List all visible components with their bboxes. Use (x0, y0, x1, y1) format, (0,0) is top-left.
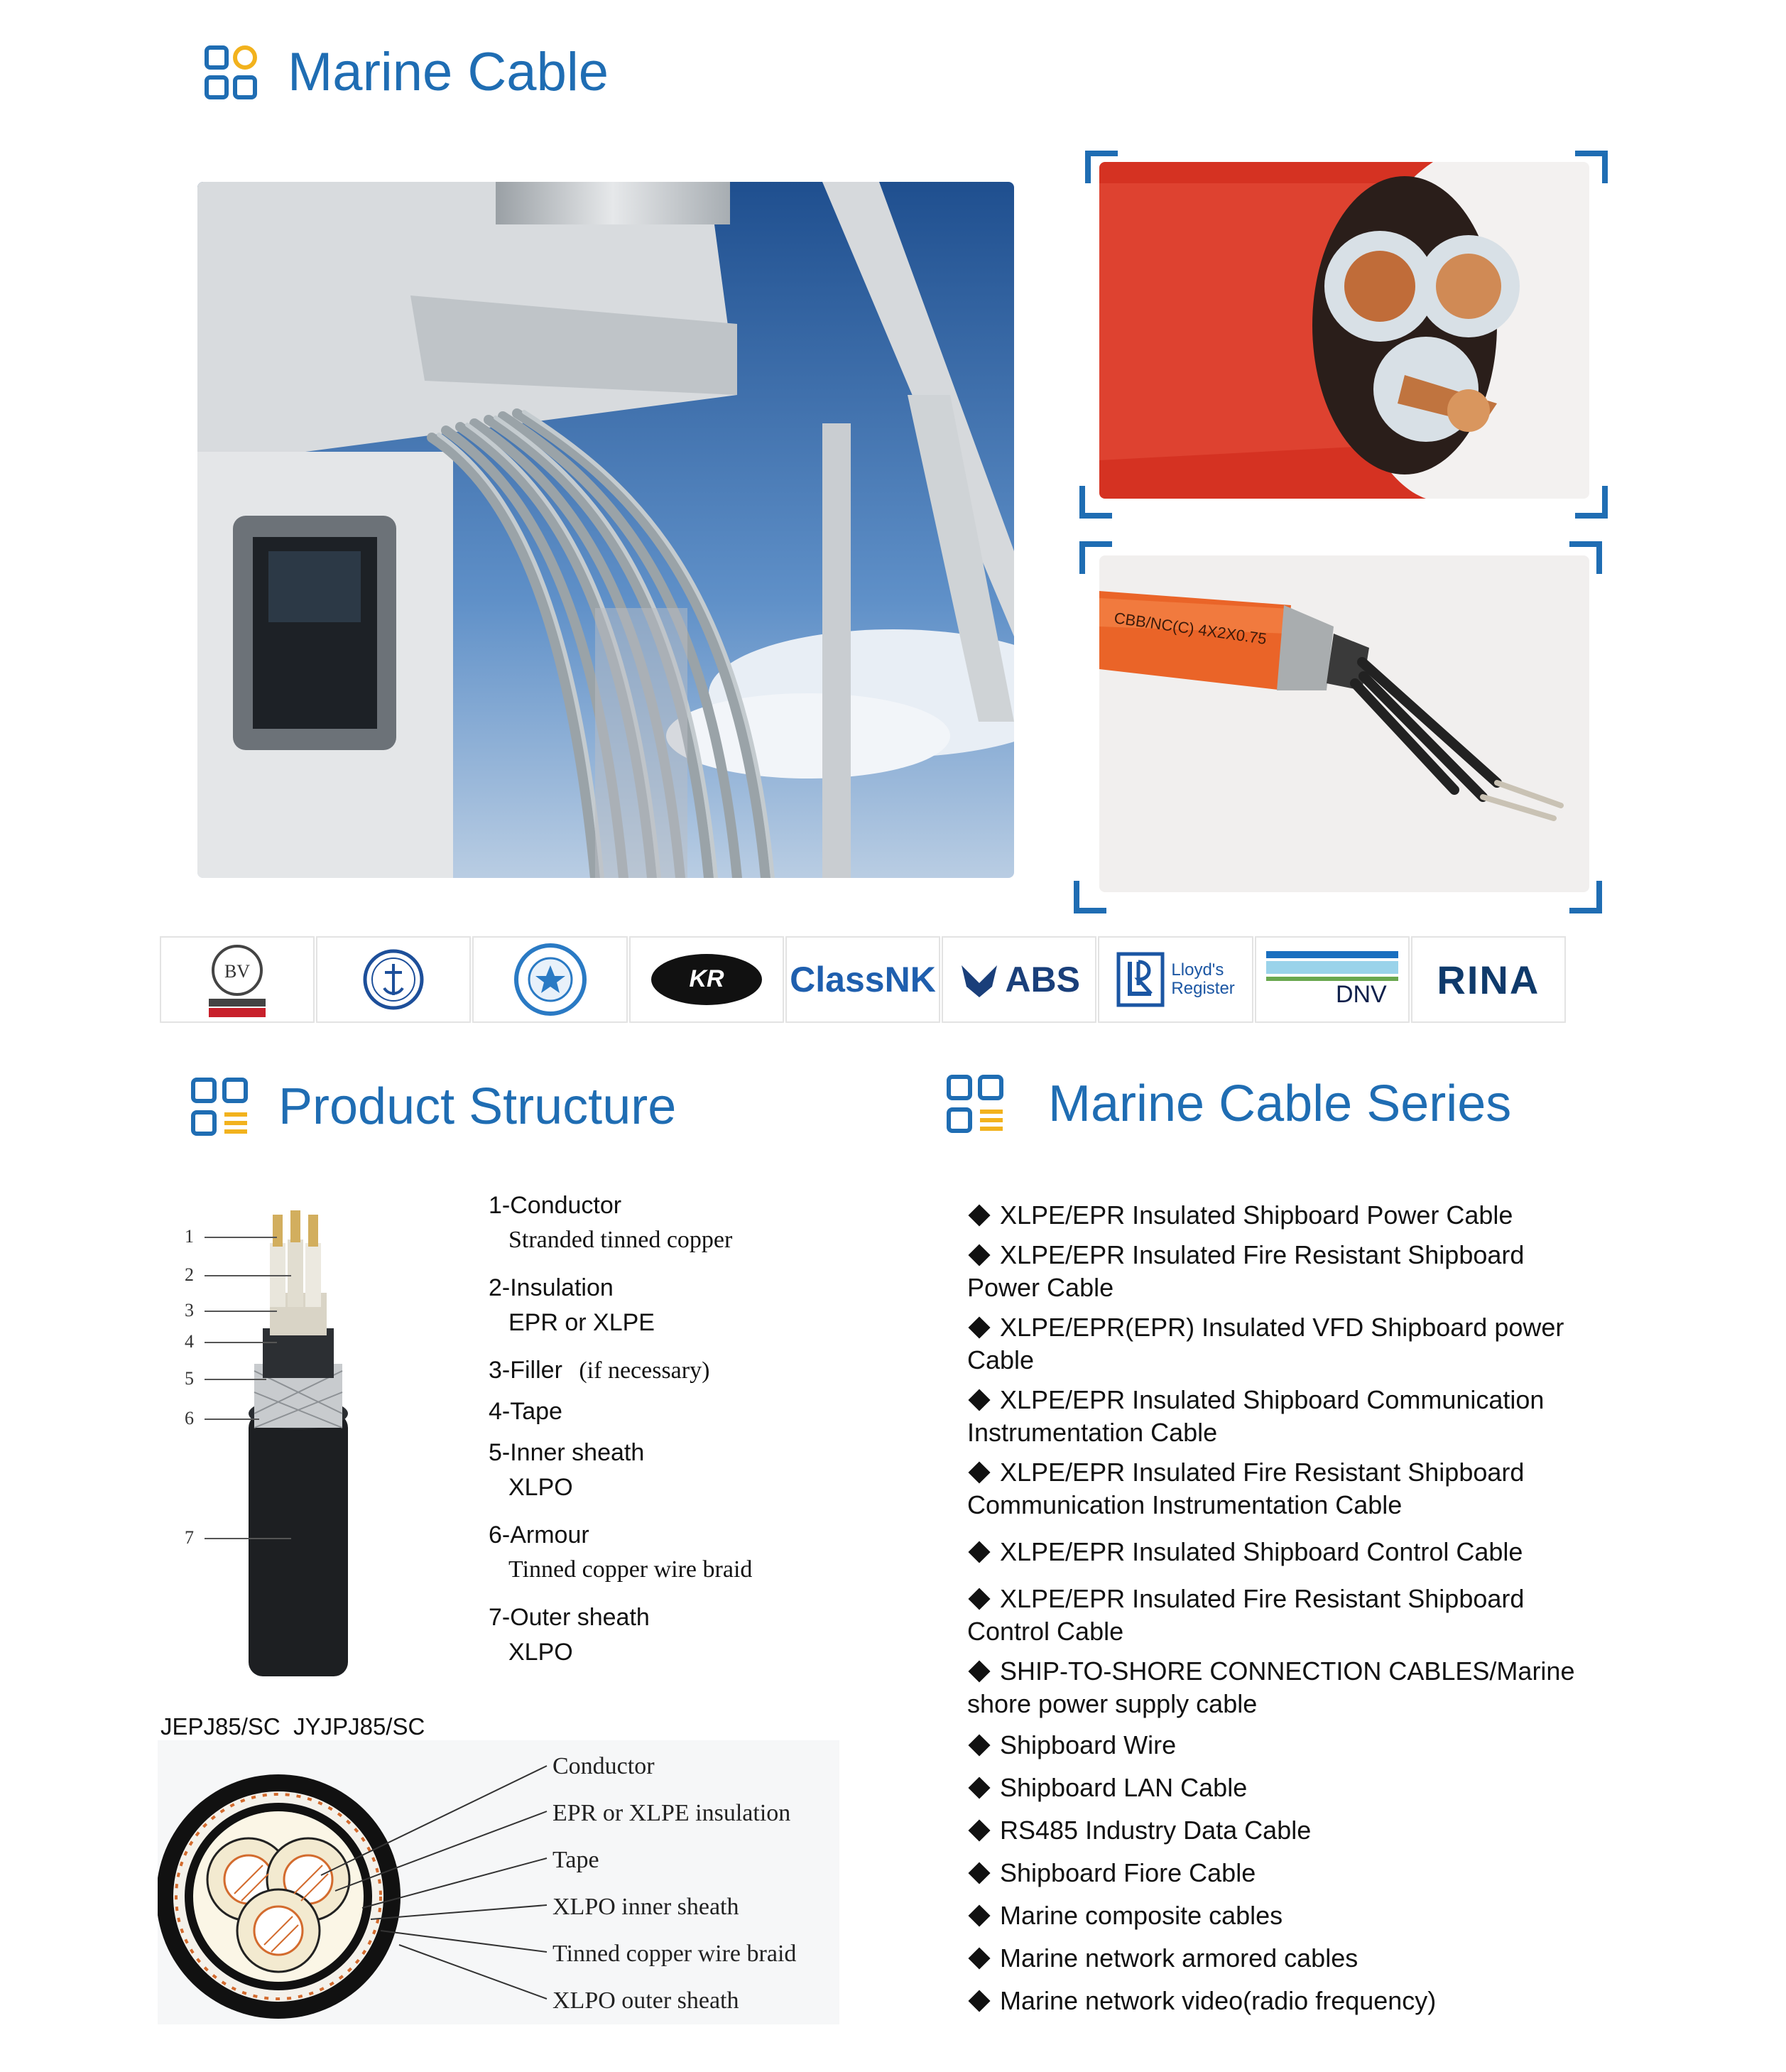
xs-label-insulation: EPR or XLPE insulation (552, 1800, 791, 1826)
abs-logo-text: ABS (1005, 960, 1080, 999)
product-structure-heading (190, 1077, 676, 1137)
series-title: Marine Cable Series (1048, 1075, 1512, 1132)
callout-2: 2 (185, 1264, 194, 1285)
abs-logo (942, 936, 1096, 1023)
structure-detail: XLPO (508, 1639, 573, 1666)
lloyds-register-logo (1098, 936, 1253, 1023)
structure-label: 2-Insulation (489, 1274, 614, 1301)
diamond-bullet-icon (968, 1541, 990, 1563)
lloyds-logo-text: Lloyd's Register (1171, 960, 1235, 998)
page-title: Marine Cable (288, 42, 609, 102)
series-item: Marine network video(radio frequency) (967, 1985, 1592, 2017)
diamond-bullet-icon (968, 1735, 990, 1757)
cross-section-diagram (158, 1740, 839, 2024)
diamond-bullet-icon (968, 1948, 990, 1970)
series-item: XLPE/EPR(EPR) Insulated VFD Shipboard power Cable (967, 1313, 1564, 1374)
ship-cable-photo (197, 182, 1014, 878)
certification-strip (160, 936, 1567, 1023)
structure-item (489, 1604, 650, 1666)
xs-label-conductor: Conductor (552, 1753, 655, 1779)
callout-6: 6 (185, 1408, 194, 1428)
diamond-bullet-icon (968, 1862, 990, 1884)
structure-detail: (if necessary) (579, 1357, 710, 1384)
series-item: Marine network armored cables (967, 1942, 1592, 1975)
structure-item (489, 1274, 655, 1337)
series-item: RS485 Industry Data Cable (967, 1814, 1592, 1847)
structure-detail: Tinned copper wire braid (508, 1556, 753, 1583)
dnv-logo (1255, 936, 1410, 1023)
series-item: XLPE/EPR Insulated Fire Resistant Shipboard Control Cable (967, 1584, 1525, 1646)
diamond-bullet-icon (968, 1820, 990, 1842)
series-item: XLPE/EPR Insulated Fire Resistant Shipboard Power Cable (967, 1240, 1525, 1302)
rina-logo-text: RINA (1437, 957, 1540, 1002)
diamond-bullet-icon (968, 1661, 990, 1683)
grid-icon (946, 1074, 1006, 1134)
series-heading (946, 1074, 1511, 1134)
grid-icon (190, 1077, 250, 1137)
cable-structure-diagram (178, 1200, 405, 1683)
callout-4: 4 (185, 1331, 194, 1352)
structure-detail: Stranded tinned copper (508, 1227, 733, 1253)
structure-label: 3-Filler (489, 1357, 562, 1384)
control-cable-photo (1099, 555, 1589, 892)
structure-item (489, 1439, 644, 1502)
rs-logo (472, 936, 627, 1023)
callout-3: 3 (185, 1300, 194, 1320)
diamond-bullet-icon (968, 1588, 990, 1610)
structure-detail: XLPO (508, 1474, 573, 1501)
kr-logo (629, 936, 784, 1023)
ccs-logo (316, 936, 471, 1023)
callout-5: 5 (185, 1368, 194, 1389)
classnk-logo-text: ClassNK (790, 960, 936, 999)
callout-1: 1 (185, 1226, 194, 1247)
structure-label: 4-Tape (489, 1398, 562, 1425)
callout-7: 7 (185, 1527, 194, 1548)
diamond-bullet-icon (968, 1777, 990, 1799)
structure-item (489, 1522, 752, 1583)
series-item: XLPE/EPR Insulated Fire Resistant Shipboard Communication Instrumentation Cable (967, 1458, 1525, 1519)
diamond-bullet-icon (968, 1205, 990, 1227)
structure-detail: EPR or XLPE (508, 1309, 655, 1336)
structure-label: 1-Conductor (489, 1192, 622, 1219)
series-list (967, 1199, 1592, 2017)
power-cable-photo (1099, 162, 1589, 499)
structure-label: 6-Armour (489, 1522, 589, 1548)
diamond-bullet-icon (968, 1317, 990, 1339)
bureau-veritas-logo (160, 936, 315, 1023)
series-item: SHIP-TO-SHORE CONNECTION CABLES/Marine shore power supply cable (967, 1656, 1575, 1718)
dnv-logo-text: DNV (1335, 980, 1387, 1008)
cable-print-text: CBB/NC(C) 4X2X0.75 (1113, 609, 1268, 649)
grid-icon (204, 45, 259, 100)
page-heading (204, 41, 609, 103)
series-item: XLPE/EPR Insulated Shipboard Control Cable (967, 1536, 1592, 1568)
series-item: Shipboard Fiore Cable (967, 1857, 1592, 1889)
structure-item (489, 1357, 709, 1384)
kr-logo-text: KR (689, 965, 724, 992)
xs-label-inner-sheath: XLPO inner sheath (552, 1894, 739, 1920)
rina-logo (1411, 936, 1566, 1023)
xs-label-braid: Tinned copper wire braid (552, 1941, 797, 1967)
series-item: Shipboard LAN Cable (967, 1772, 1592, 1804)
series-item: XLPE/EPR Insulated Shipboard Power Cable (967, 1199, 1592, 1232)
diamond-bullet-icon (968, 1905, 990, 1927)
series-item: XLPE/EPR Insulated Shipboard Communication Instrumentation Cable (967, 1385, 1545, 1447)
structure-item (489, 1192, 732, 1254)
series-item: Marine composite cables (967, 1899, 1592, 1932)
product-structure-title: Product Structure (278, 1078, 677, 1135)
xs-label-outer-sheath: XLPO outer sheath (552, 1987, 739, 2014)
diamond-bullet-icon (968, 1990, 990, 2012)
model-codes: JEPJ85/SC JYJPJ85/SC (160, 1713, 425, 1740)
series-item: Shipboard Wire (967, 1729, 1592, 1762)
structure-label: 5-Inner sheath (489, 1439, 645, 1466)
xs-label-tape: Tape (552, 1847, 599, 1873)
structure-item (489, 1398, 562, 1426)
diamond-bullet-icon (968, 1389, 990, 1411)
classnk-logo (785, 936, 940, 1023)
diamond-bullet-icon (968, 1244, 990, 1266)
diamond-bullet-icon (968, 1462, 990, 1484)
structure-label: 7-Outer sheath (489, 1604, 650, 1631)
svg-text:BV: BV (224, 961, 251, 982)
